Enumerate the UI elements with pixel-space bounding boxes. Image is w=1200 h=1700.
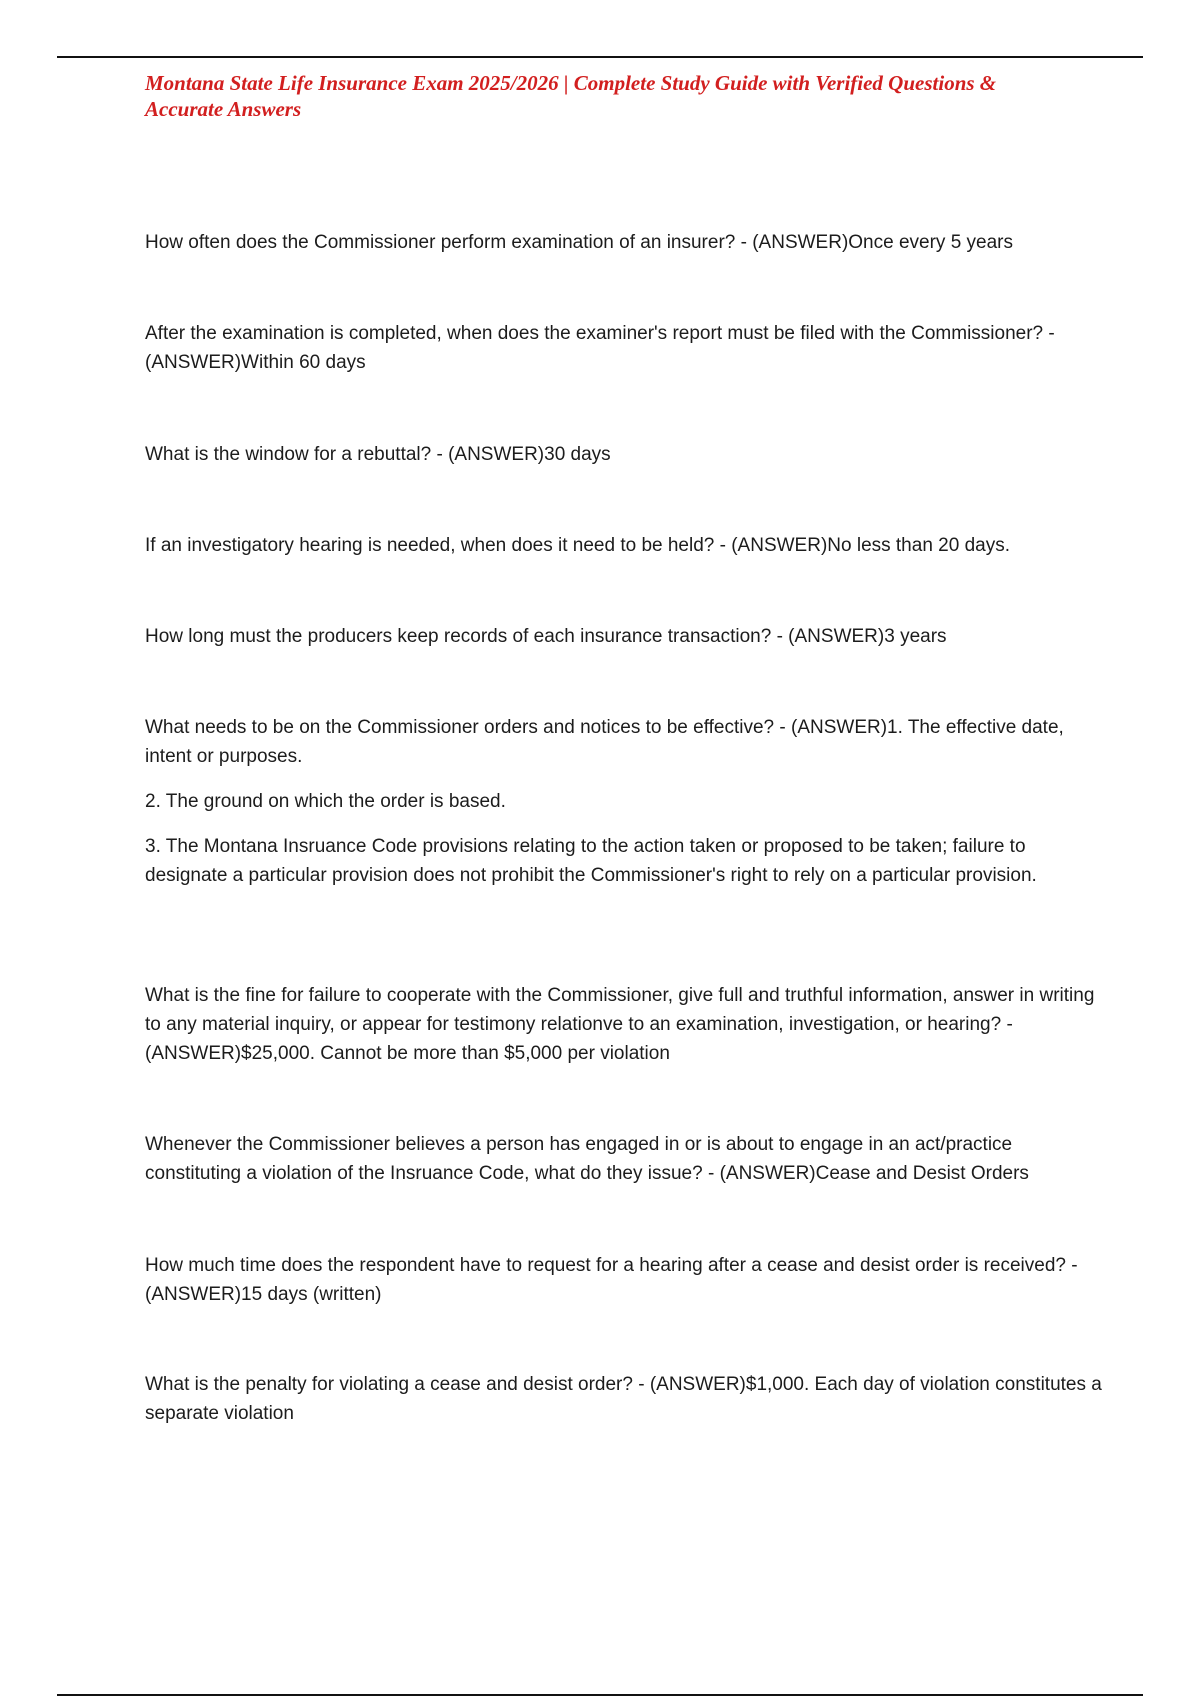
qa-text: What is the fine for failure to cooperate with the Commissioner, give full and truthful information, answer in writing to any material inquiry, or appear for testimony relationve to an examination, investigation, or hearing? - (ANSWER)$25,000. Cannot be more than $5,000 per violation (145, 985, 1095, 1064)
qa-subpoint: 3. The Montana Insruance Code provisions relating to the action taken or proposed to be taken; failure to designate a particular provision does not prohibit the Commissioner's right to rely on a particular provision. (145, 836, 1037, 886)
qa-text: How often does the Commissioner perform examination of an insurer? - (ANSWER)Once every 5 years (145, 232, 1014, 253)
qa-item-1 (145, 228, 1105, 257)
qa-item-4 (145, 531, 1105, 560)
bottom-divider (57, 1694, 1143, 1696)
qa-text: How much time does the respondent have to request for a hearing after a cease and desist order is received? - (ANSWER)15 days (written) (145, 1255, 1078, 1305)
qa-text: After the examination is completed, when does the examiner's report must be filed with the Commissioner? - (ANSWER)Within 60 days (145, 323, 1055, 373)
top-divider (57, 56, 1143, 58)
qa-item-6 (145, 713, 1105, 890)
qa-item-2 (145, 319, 1105, 377)
qa-text: Whenever the Commissioner believes a person has engaged in or is about to engage in an act/practice constituting a violation of the Insruance Code, what do they issue? - (ANSWER)Cease and Desist Orders (145, 1134, 1029, 1184)
qa-text: If an investigatory hearing is needed, when does it need to be held? - (ANSWER)No less than 20 days. (145, 535, 1010, 556)
qa-text: What is the penalty for violating a cease and desist order? - (ANSWER)$1,000. Each day of violation constitutes a separate violation (145, 1374, 1102, 1424)
qa-item-10 (145, 1370, 1105, 1428)
document-title: Montana State Life Insurance Exam 2025/2026 | Complete Study Guide with Verified Questions & Accurate Answers (145, 71, 997, 121)
qa-item-5 (145, 622, 1105, 651)
qa-text: What is the window for a rebuttal? - (ANSWER)30 days (145, 444, 611, 465)
qa-item-9 (145, 1251, 1105, 1309)
qa-text: How long must the producers keep records of each insurance transaction? - (ANSWER)3 years (145, 626, 947, 647)
qa-item-3 (145, 440, 1105, 469)
qa-subpoint: 2. The ground on which the order is based. (145, 791, 506, 812)
qa-item-7 (145, 981, 1105, 1068)
qa-text: What needs to be on the Commissioner orders and notices to be effective? - (ANSWER)1. The effective date, intent or purposes. (145, 717, 1064, 767)
qa-item-8 (145, 1130, 1105, 1188)
